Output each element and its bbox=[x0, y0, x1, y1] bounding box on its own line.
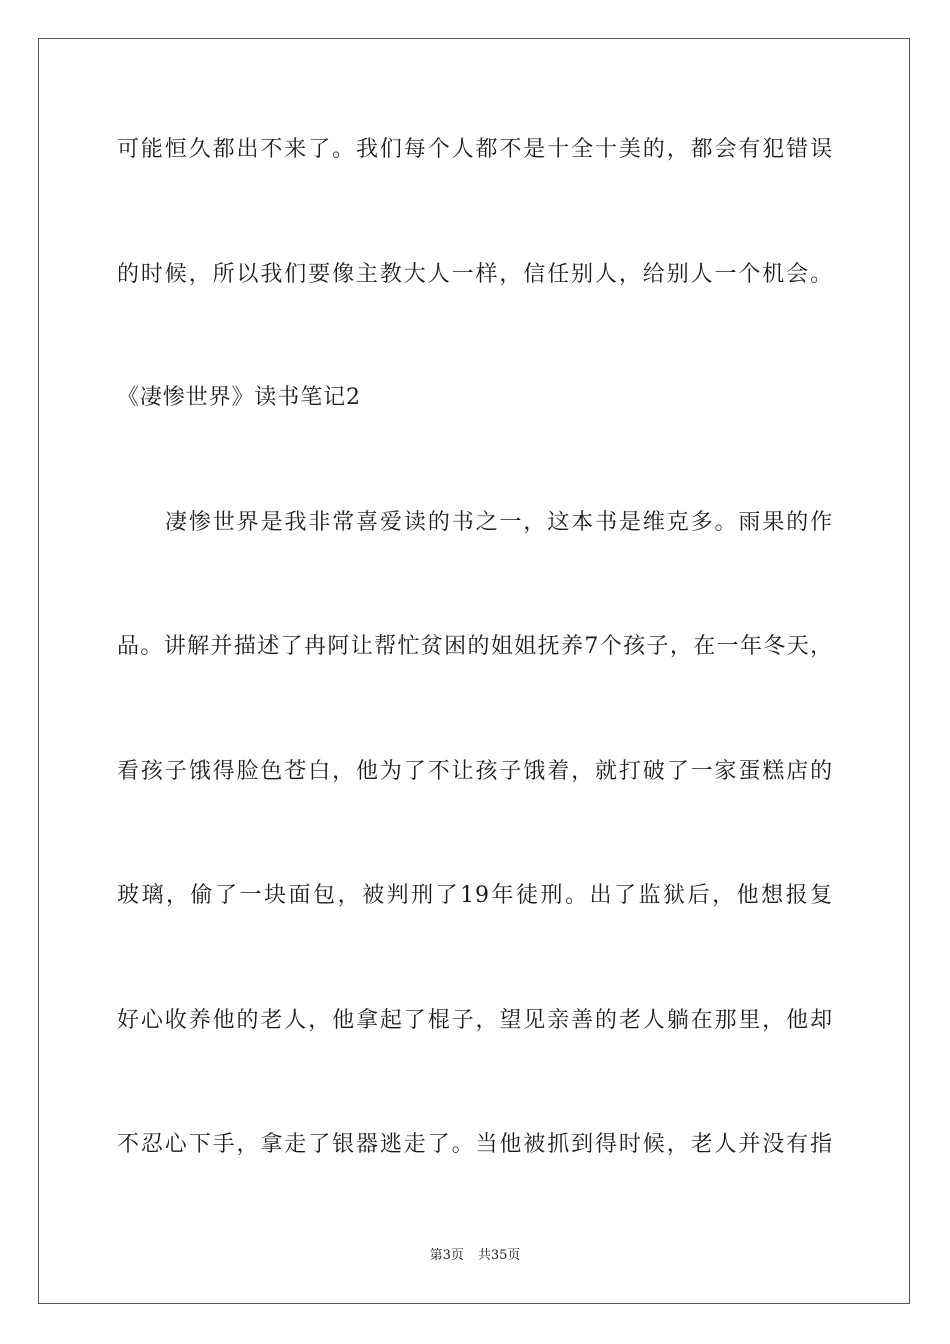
paragraph-line: 玻璃，偷了一块面包，被判刑了19年徒刑。出了监狱后，他想报复 bbox=[117, 883, 833, 908]
page-total: 共35页 bbox=[477, 1248, 521, 1263]
paragraph-line: 的时候，所以我们要像主教大人一样，信任别人，给别人一个机会。 bbox=[117, 262, 833, 287]
page-number: 第3页 bbox=[429, 1248, 464, 1263]
paragraph-line: 可能恒久都出不来了。我们每个人都不是十全十美的，都会有犯错误 bbox=[117, 137, 833, 162]
page-frame bbox=[38, 38, 910, 1304]
paragraph-line: 好心收养他的老人，他拿起了棍子，望见亲善的老人躺在那里，他却 bbox=[117, 1008, 833, 1033]
paragraph-line: 品。讲解并描述了冉阿让帮忙贫困的姐姐抚养7个孩子，在一年冬天， bbox=[117, 634, 833, 659]
paragraph-line: 凄惨世界是我非常喜爱读的书之一，这本书是维克多。雨果的作 bbox=[165, 510, 833, 535]
page-footer bbox=[0, 1247, 950, 1265]
section-heading: 《凄惨世界》读书笔记2 bbox=[117, 385, 361, 410]
paragraph-line: 看孩子饿得脸色苍白，他为了不让孩子饿着，就打破了一家蛋糕店的 bbox=[117, 759, 833, 784]
paragraph-line: 不忍心下手，拿走了银器逃走了。当他被抓到得时候，老人并没有指 bbox=[117, 1132, 833, 1157]
